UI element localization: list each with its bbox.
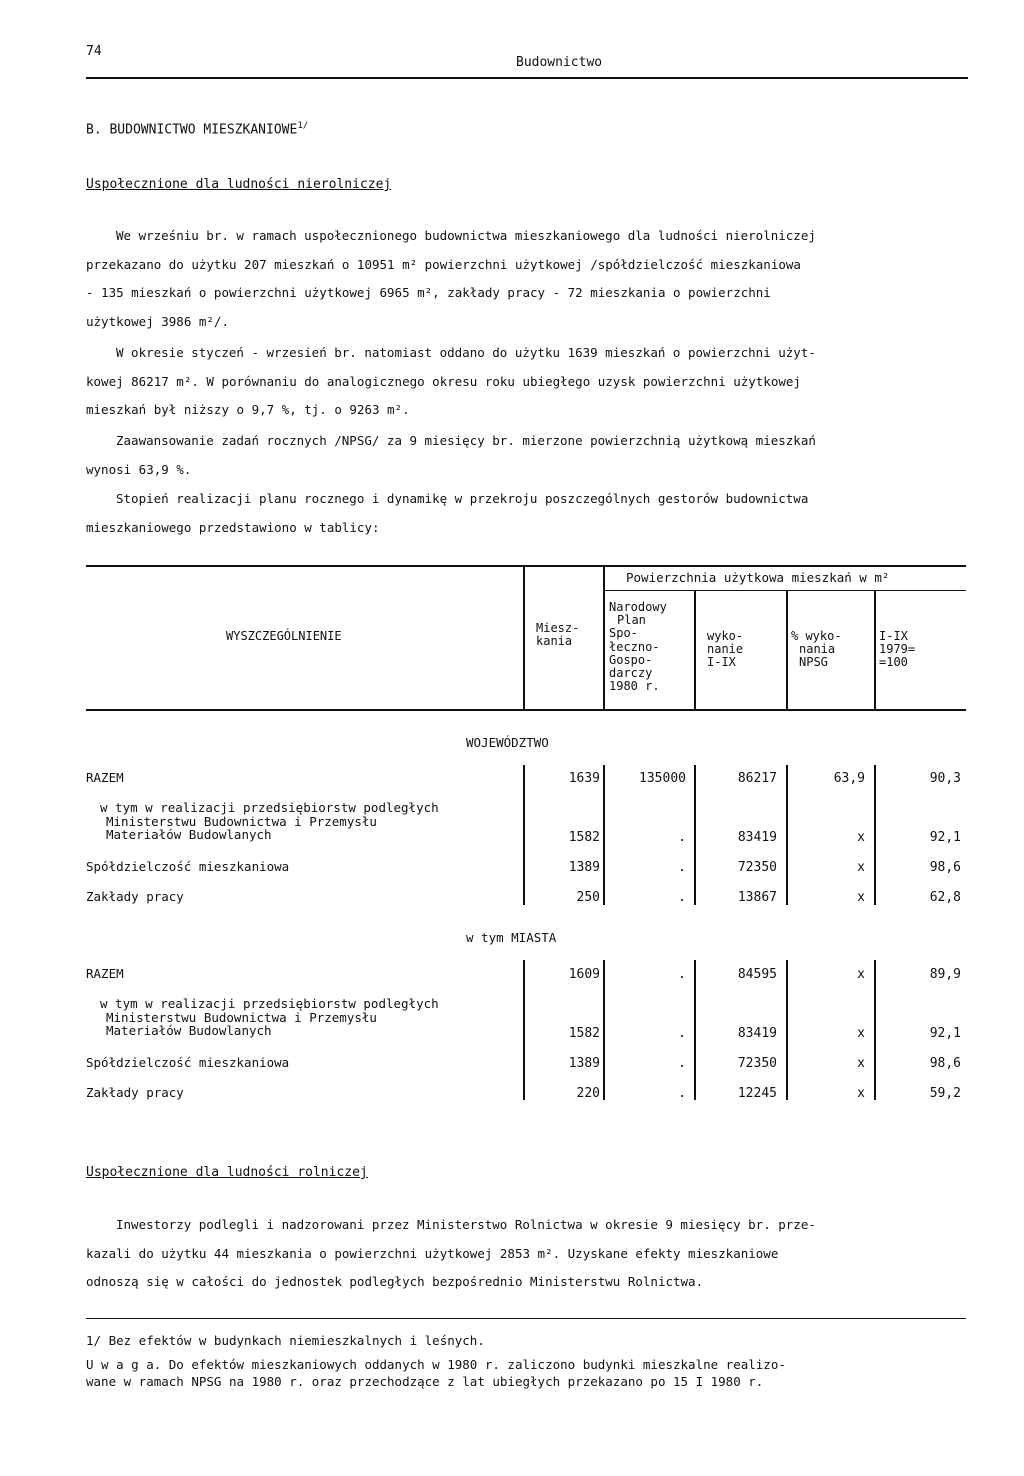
cell-pct-execution: x (857, 830, 865, 845)
cell-execution: 83419 (737, 1026, 777, 1041)
cell-npsg-plan: . (678, 860, 686, 875)
col-header-dwellings (536, 622, 579, 648)
cell-pct-execution: x (857, 1056, 865, 1071)
cell-pct-execution: x (857, 1026, 865, 1041)
paragraph-line: wynosi 63,9 %. (86, 461, 192, 477)
header-line: kania (536, 634, 573, 649)
header-line: Gospo- (609, 652, 653, 667)
cell-npsg-plan: . (678, 1086, 686, 1101)
row-label-line: w tym w realizacji przedsiębiorstw podległych (100, 996, 439, 1011)
section-title (86, 121, 308, 137)
body-divider (694, 960, 696, 1100)
paragraph-npsg-progress (86, 427, 976, 484)
cell-dynamics: 59,2 (929, 1086, 961, 1101)
paragraph-line: użytkowej 3986 m²/. (86, 313, 229, 329)
paragraph-table-intro (86, 485, 976, 542)
body-divider (786, 960, 788, 1100)
row-label-line: Materiałów Budowlanych (106, 827, 272, 842)
header-line: Miesz- (536, 621, 580, 635)
page-number: 74 (86, 44, 102, 59)
header-line: =100 (879, 655, 908, 670)
body-divider (694, 765, 696, 905)
paragraph-agricultural (86, 1211, 976, 1297)
cell-dynamics: 89,9 (929, 967, 961, 982)
body-divider (603, 765, 605, 905)
header-line: darczy (609, 666, 653, 681)
body-divider (874, 765, 876, 905)
subheading-nonagricultural: Uspołecznione dla ludności nierolniczej (86, 177, 392, 192)
section-heading-voivodeship: WOJEWÓDZTWO (466, 735, 549, 750)
footnote-note (86, 1356, 786, 1390)
cell-execution: 86217 (737, 771, 777, 786)
row-label: RAZEM (86, 770, 124, 785)
cell-npsg-plan: . (678, 1056, 686, 1071)
footnote-ref: 1/ (297, 121, 309, 131)
cell-pct-execution: x (857, 860, 865, 875)
cell-dynamics: 92,1 (929, 830, 961, 845)
body-divider (523, 960, 525, 1100)
footnote-rule (86, 1318, 966, 1319)
header-line: wyko- (707, 629, 744, 643)
paragraph-line: mieszkań był niższy o 9,7 %, tj. o 9263 m². (86, 402, 410, 417)
header-line: nanie (707, 642, 744, 657)
paragraph-line: przekazano do użytku 207 mieszkań o 10951 m² powierzchni użytkowej /spółdzielczość mieszkaniowa (86, 256, 801, 272)
paragraph-line: mieszkaniowego przedstawiono w tablicy: (86, 519, 380, 535)
row-label: Zakłady pracy (86, 889, 184, 904)
row-label-line: w tym w realizacji przedsiębiorstw podległych (100, 800, 439, 815)
cell-npsg-plan: . (678, 830, 686, 845)
header-line: Plan (617, 613, 646, 628)
cell-dynamics: 92,1 (929, 1026, 961, 1041)
body-divider (603, 960, 605, 1100)
paragraph-line: W okresie styczeń - wrzesień br. natomiast oddano do użytku 1639 mieszkań o powierzchni użyt- (116, 345, 816, 360)
paragraph-line: Stopień realizacji planu rocznego i dynamikę w przekroju poszczególnych gestorów budownictwa (116, 491, 809, 506)
cell-dwellings: 1582 (568, 830, 600, 845)
footnote-1: 1/ Bez efektów w budynkach niemieszkalnych i leśnych. (86, 1333, 485, 1348)
cell-npsg-plan: . (678, 1026, 686, 1041)
cell-dwellings: 1582 (568, 1026, 600, 1041)
col-header-specification: WYSZCZEGÓLNIENIE (226, 629, 342, 643)
table-header-bottom-rule (86, 709, 966, 711)
header-line: łeczno- (609, 639, 660, 654)
cell-dwellings: 1639 (568, 771, 600, 786)
cell-execution: 84595 (737, 967, 777, 982)
paragraph-line: Inwestorzy podlegli i nadzorowani przez Ministerstwo Rolnictwa w okresie 9 miesięcy br. prze- (116, 1217, 816, 1232)
footnote-line: wane w ramach NPSG na 1980 r. oraz przechodzące z lat ubiegłych przekazano po 15 I 1980 r. (86, 1374, 764, 1389)
paragraph-line: odnoszą się w całości do jednostek podległych bezpośrednio Ministerstwu Rolnictwa. (86, 1274, 704, 1289)
cell-npsg-plan: . (678, 967, 686, 982)
row-label (100, 997, 439, 1038)
cell-npsg-plan: . (678, 890, 686, 905)
cell-execution: 13867 (737, 890, 777, 905)
cell-execution: 72350 (737, 1056, 777, 1071)
cell-dynamics: 98,6 (929, 860, 961, 875)
cell-dynamics: 62,8 (929, 890, 961, 905)
paragraph-jan-sep (86, 339, 976, 425)
header-divider (874, 591, 876, 710)
header-line: Spo- (609, 626, 638, 641)
paragraph-line: Zaawansowanie zadań rocznych /NPSG/ za 9 miesięcy br. mierzone powierzchnią użytkową mieszkań (116, 433, 816, 448)
section-heading-cities: w tym MIASTA (466, 930, 557, 945)
cell-dwellings: 1389 (568, 1056, 600, 1071)
header-divider (523, 566, 525, 710)
col-group-header-floor-area: Powierzchnia użytkowa mieszkań w m² (626, 570, 890, 585)
section-title-text: B. BUDOWNICTWO MIESZKANIOWE (86, 122, 298, 138)
header-line: % wyko- (791, 629, 842, 643)
cell-pct-execution: x (857, 890, 865, 905)
paragraph-september (86, 222, 976, 336)
cell-execution: 72350 (737, 860, 777, 875)
footnote-line: U w a g a. Do efektów mieszkaniowych oddanych w 1980 r. zaliczono budynki mieszkalne realizo- (86, 1357, 786, 1372)
cell-execution: 12245 (737, 1086, 777, 1101)
row-label: Spółdzielczość mieszkaniowa (86, 859, 290, 874)
header-line: I-IX (707, 655, 736, 670)
cell-dynamics: 90,3 (929, 771, 961, 786)
row-label-line: Materiałów Budowlanych (106, 1023, 272, 1038)
cell-npsg-plan: 135000 (639, 771, 686, 786)
col-header-npsg-plan (609, 601, 667, 693)
header-line: I-IX (879, 629, 908, 643)
row-label: Spółdzielczość mieszkaniowa (86, 1055, 290, 1070)
group-header-rule (604, 590, 966, 591)
cell-pct-execution: x (857, 967, 865, 982)
body-divider (786, 765, 788, 905)
body-divider (523, 765, 525, 905)
paragraph-line: We wrześniu br. w ramach uspołecznionego budownictwa mieszkaniowego dla ludności nierolniczej (116, 228, 816, 243)
paragraph-line: kowej 86217 m². W porównaniu do analogicznego okresu roku ubiegłego uzysk powierzchni użytkowej (86, 373, 801, 389)
table-top-rule (86, 565, 966, 567)
row-label: RAZEM (86, 966, 124, 981)
cell-dwellings: 1609 (568, 967, 600, 982)
running-title: Budownictwo (516, 55, 603, 70)
header-divider (694, 591, 696, 710)
col-header-dynamics (879, 630, 915, 670)
row-label-line: Ministerstwu Budownictwa i Przemysłu (106, 1009, 377, 1025)
row-label (100, 801, 439, 842)
header-line: NPSG (799, 655, 828, 670)
cell-pct-execution: x (857, 1086, 865, 1101)
header-line: 1979= (879, 642, 916, 657)
body-divider (874, 960, 876, 1100)
header-rule (86, 77, 968, 79)
cell-dwellings: 250 (576, 890, 600, 905)
header-divider (603, 566, 605, 710)
header-line: Narodowy (609, 600, 667, 614)
col-header-pct-execution (791, 630, 842, 670)
header-divider (786, 591, 788, 710)
cell-dwellings: 1389 (568, 860, 600, 875)
header-line: nania (799, 642, 836, 657)
cell-dwellings: 220 (576, 1086, 600, 1101)
col-header-execution (707, 630, 743, 670)
cell-execution: 83419 (737, 830, 777, 845)
row-label: Zakłady pracy (86, 1085, 184, 1100)
subheading-agricultural: Uspołecznione dla ludności rolniczej (86, 1165, 368, 1180)
row-label-line: Ministerstwu Budownictwa i Przemysłu (106, 813, 377, 829)
cell-pct-execution: 63,9 (833, 771, 865, 786)
paragraph-line: kazali do użytku 44 mieszkania o powierzchni użytkowej 2853 m². Uzyskane efekty mieszkaniowe (86, 1245, 779, 1261)
cell-dynamics: 98,6 (929, 1056, 961, 1071)
header-line: 1980 r. (609, 679, 660, 694)
paragraph-line: - 135 mieszkań o powierzchni użytkowej 6965 m², zakłady pracy - 72 mieszkania o powierzchni (86, 285, 771, 300)
